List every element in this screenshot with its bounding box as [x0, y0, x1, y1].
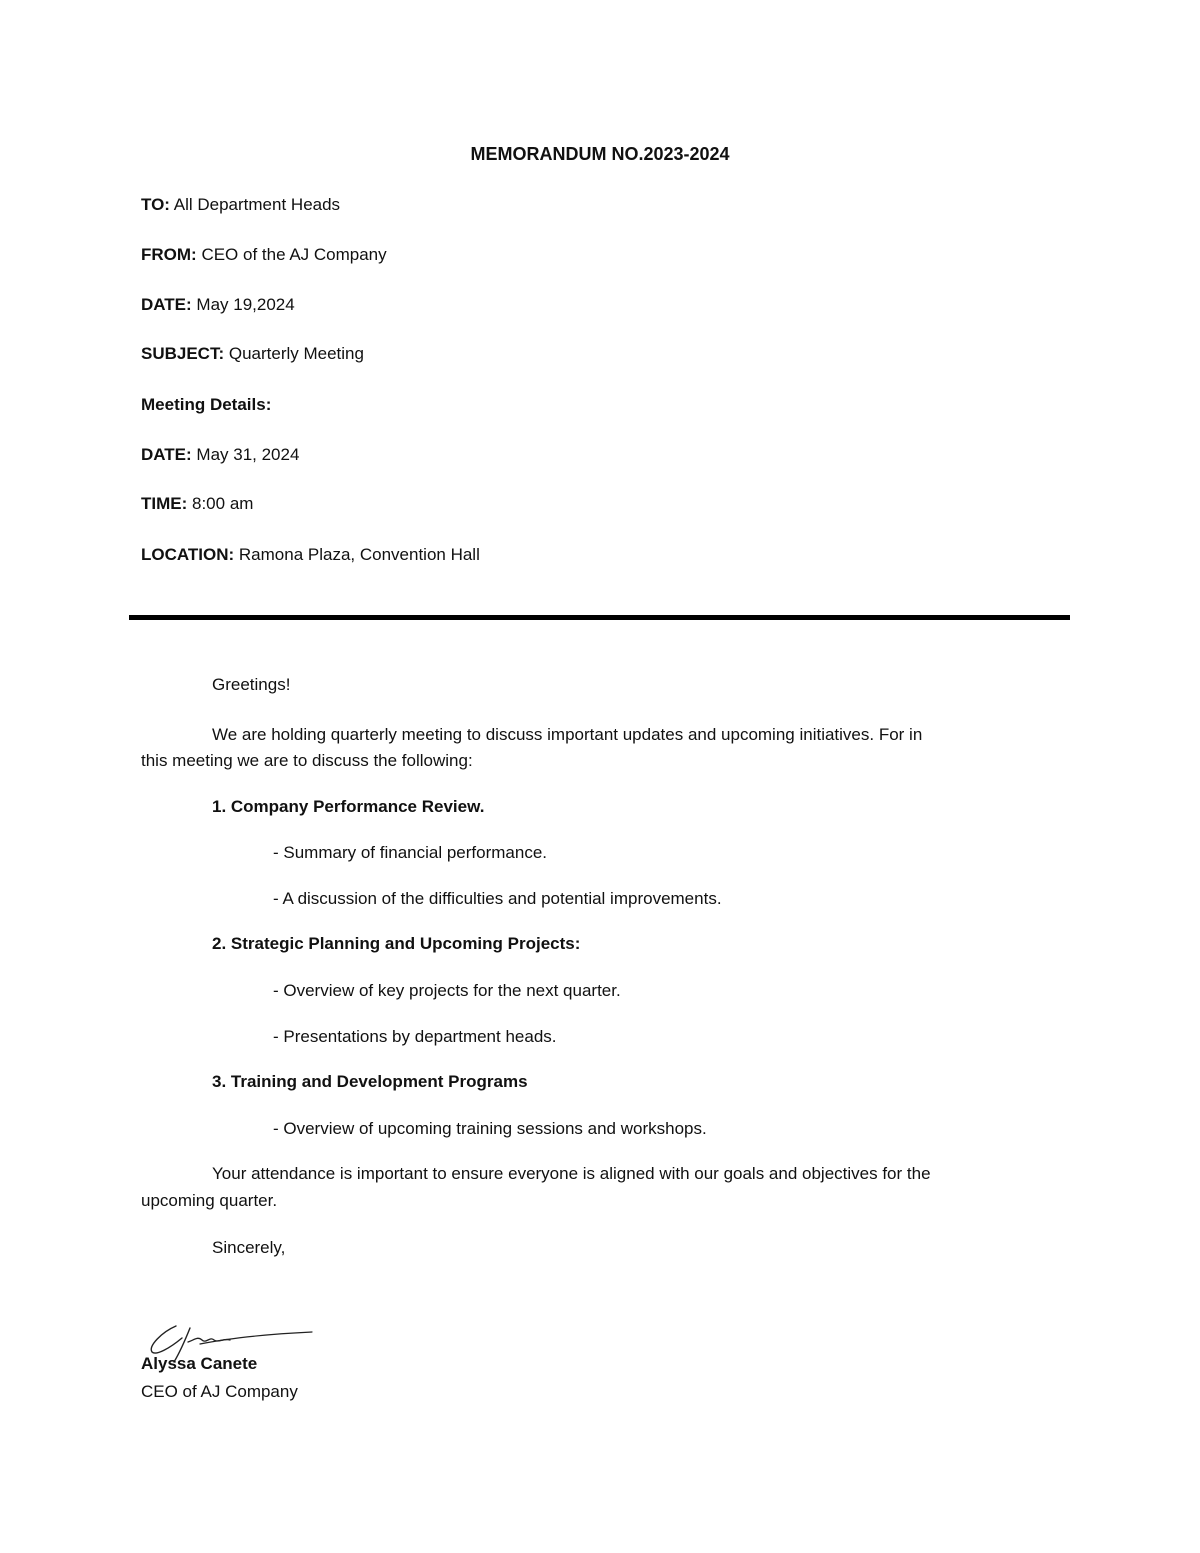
- meeting-date-value: May 31, 2024: [191, 445, 300, 464]
- date-value: May 19,2024: [191, 295, 295, 314]
- meeting-date-label: DATE:: [141, 445, 192, 464]
- subject-value: Quarterly Meeting: [224, 344, 364, 363]
- meeting-time-field: [141, 494, 253, 514]
- intro-line-1: We are holding quarterly meeting to discuss important updates and upcoming initiatives. For in: [212, 725, 923, 744]
- to-field: [141, 195, 340, 215]
- date-field: [141, 295, 295, 315]
- subject-field: [141, 344, 364, 364]
- memo-title: MEMORANDUM NO.2023-2024: [470, 144, 730, 164]
- agenda-item-2-point-2: - Presentations by department heads.: [273, 1027, 557, 1046]
- meeting-details-heading: Meeting Details:: [141, 395, 272, 414]
- closing-line-2: upcoming quarter.: [141, 1191, 278, 1210]
- meeting-location-value: Ramona Plaza, Convention Hall: [234, 545, 480, 564]
- agenda-item-2-point-1: - Overview of key projects for the next quarter.: [273, 981, 621, 1000]
- sign-off: Sincerely,: [212, 1238, 286, 1257]
- agenda-item-2-heading: 2. Strategic Planning and Upcoming Projects:: [212, 934, 581, 953]
- intro-line-2: this meeting we are to discuss the following:: [141, 751, 473, 770]
- from-value: CEO of the AJ Company: [196, 245, 387, 264]
- agenda-item-1-heading: 1. Company Performance Review.: [212, 797, 485, 816]
- horizontal-divider: [129, 615, 1070, 620]
- meeting-location-label: LOCATION:: [141, 545, 235, 564]
- agenda-item-3-point-1: - Overview of upcoming training sessions and workshops.: [273, 1119, 707, 1138]
- from-label: FROM:: [141, 245, 197, 264]
- signatory-name: Alyssa Canete: [141, 1354, 258, 1373]
- subject-label: SUBJECT:: [141, 344, 225, 363]
- agenda-item-1-point-1: - Summary of financial performance.: [273, 843, 547, 862]
- from-field: [141, 245, 387, 265]
- date-label: DATE:: [141, 295, 192, 314]
- agenda-item-3-heading: 3. Training and Development Programs: [212, 1072, 528, 1091]
- signatory-title: CEO of AJ Company: [141, 1382, 298, 1401]
- to-value: All Department Heads: [169, 195, 341, 214]
- agenda-item-1-point-2: - A discussion of the difficulties and potential improvements.: [273, 889, 722, 908]
- meeting-location-field: [141, 545, 480, 565]
- meeting-time-value: 8:00 am: [187, 494, 254, 513]
- meeting-date-field: [141, 445, 299, 465]
- greeting: Greetings!: [212, 675, 291, 694]
- closing-line-1: Your attendance is important to ensure everyone is aligned with our goals and objectives for the: [212, 1164, 931, 1183]
- meeting-time-label: TIME:: [141, 494, 188, 513]
- to-label: TO:: [141, 195, 170, 214]
